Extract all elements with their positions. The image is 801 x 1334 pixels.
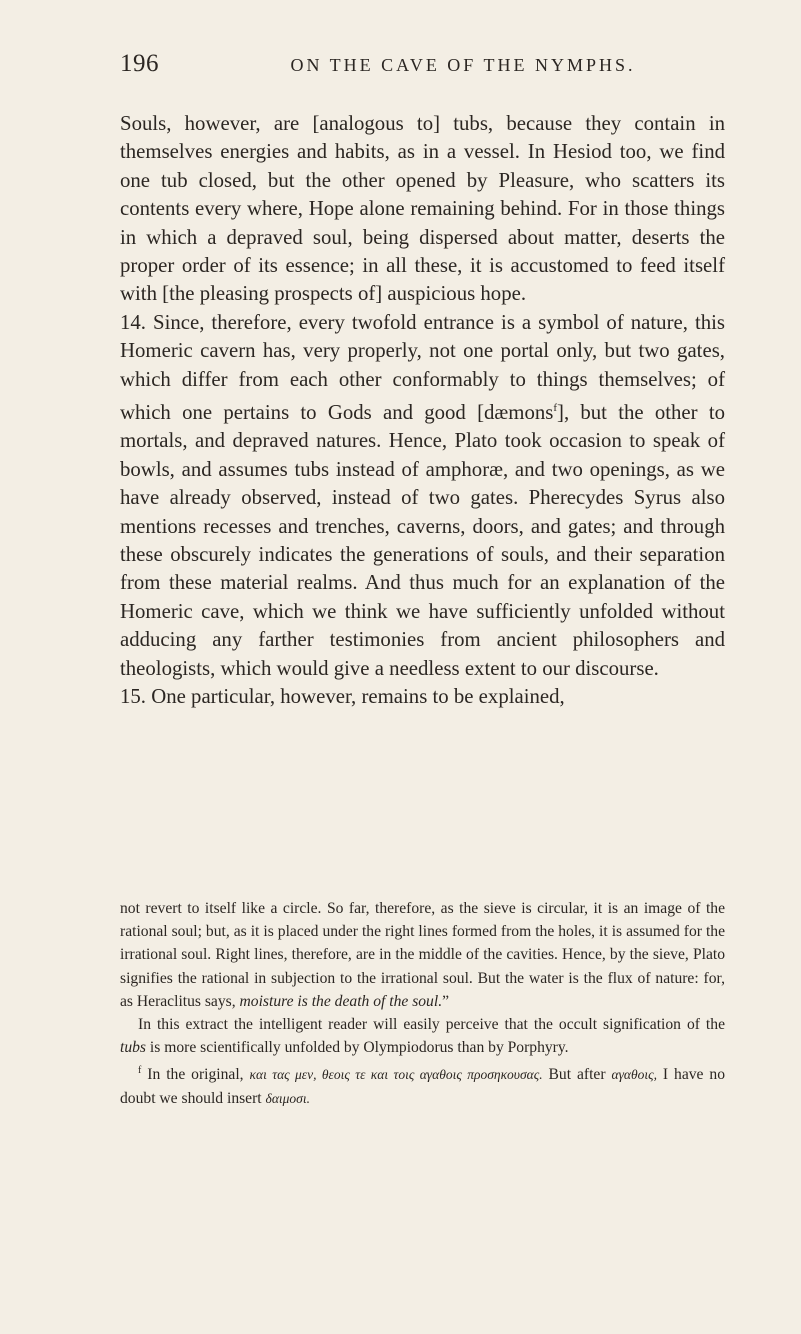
paragraph bbox=[120, 309, 725, 683]
paragraph-text: 14. Since, therefore, every twofold entrance is a symbol of nature, this Homeric cavern has, very properly, not one portal only, but two gates, which differ from each other conformably to things themselves; of which one pertains to Gods and good [dæmons bbox=[120, 310, 725, 424]
running-head: ON THE CAVE OF THE NYMPHS. bbox=[290, 55, 636, 75]
footnote-text: is more scientifically unfolded by Olympiodorus than by Porphyry. bbox=[149, 1039, 569, 1057]
footnote-marker: f bbox=[553, 402, 558, 415]
paragraph-text: 15. One particular, however, remains to be explained, bbox=[120, 685, 565, 709]
greek-text: και τας μεν, θεοις τε και τοις αγαθοις προσηκουσας. bbox=[249, 1067, 543, 1083]
footnote-text: In the original, bbox=[147, 1066, 244, 1084]
paragraph bbox=[120, 110, 725, 309]
paragraph bbox=[120, 683, 725, 711]
paragraph-text: Souls, however, are [analogous to] tubs, because they contain in themselves energies and habits, as in a vessel. In Hesiod too, we find one tub closed, but the other opened by Pleasure, who scatters its contents every where, Hope alone remaining behind. For in those things in which a depraved soul, being dispersed about matter, deserts the proper order of its essence; in all these, it is accustomed to feed itself with [the pleasing prospects of] auspicious hope. bbox=[120, 112, 725, 306]
footnote-text: But after bbox=[548, 1066, 606, 1084]
main-text bbox=[120, 110, 725, 711]
footnote-italic: moisture is the death of the soul. bbox=[239, 992, 443, 1010]
footnotes bbox=[120, 897, 725, 1110]
footnote-marker: f bbox=[138, 1065, 142, 1077]
paragraph-text: ], but the other to mortals, and depraved natures. Hence, Plato took occasion to speak of bowls, and assumes tubs instead of amphoræ, and two openings, as we have already observed, instead of two gates. Pherecydes Syrus also mentions recesses and trenches, caverns, doors, and gates; and through these obscurely indicates the generations of souls, and their separation from these material realms. And thus much for an explanation of the Homeric cave, which we think we have sufficiently unfolded without adducing any farther testimonies from ancient philosophers and theologists, which would give a needless extent to our discourse. bbox=[120, 400, 725, 680]
footnote bbox=[120, 897, 725, 1013]
footnote-text: not revert to itself like a circle. So far, therefore, as the sieve is circular, it is an image of the rational soul; but, as it is placed under the right lines formed from the holes, it is assumed for the irrational soul. Right lines, therefore, are in the middle of the cavities. Hence, by the sieve, Plato signifies the rational in subjection to the irrational soul. But the water is the flux of nature: for, as Heraclitus says, bbox=[120, 900, 725, 1010]
page-header bbox=[120, 50, 720, 90]
footnote-text: In this extract the intelligent reader will easily perceive that the occult signification of the bbox=[138, 1016, 725, 1034]
page-number: 196 bbox=[120, 50, 159, 77]
footnote bbox=[120, 1059, 725, 1110]
footnote-italic: tubs bbox=[120, 1039, 146, 1057]
footnote-text: I have no doubt we should insert bbox=[120, 1066, 725, 1107]
footnote-text: ” bbox=[442, 992, 450, 1010]
greek-text: αγαθοις, bbox=[611, 1067, 657, 1083]
greek-text: δαιμοσι. bbox=[265, 1090, 310, 1106]
footnote bbox=[120, 1013, 725, 1059]
